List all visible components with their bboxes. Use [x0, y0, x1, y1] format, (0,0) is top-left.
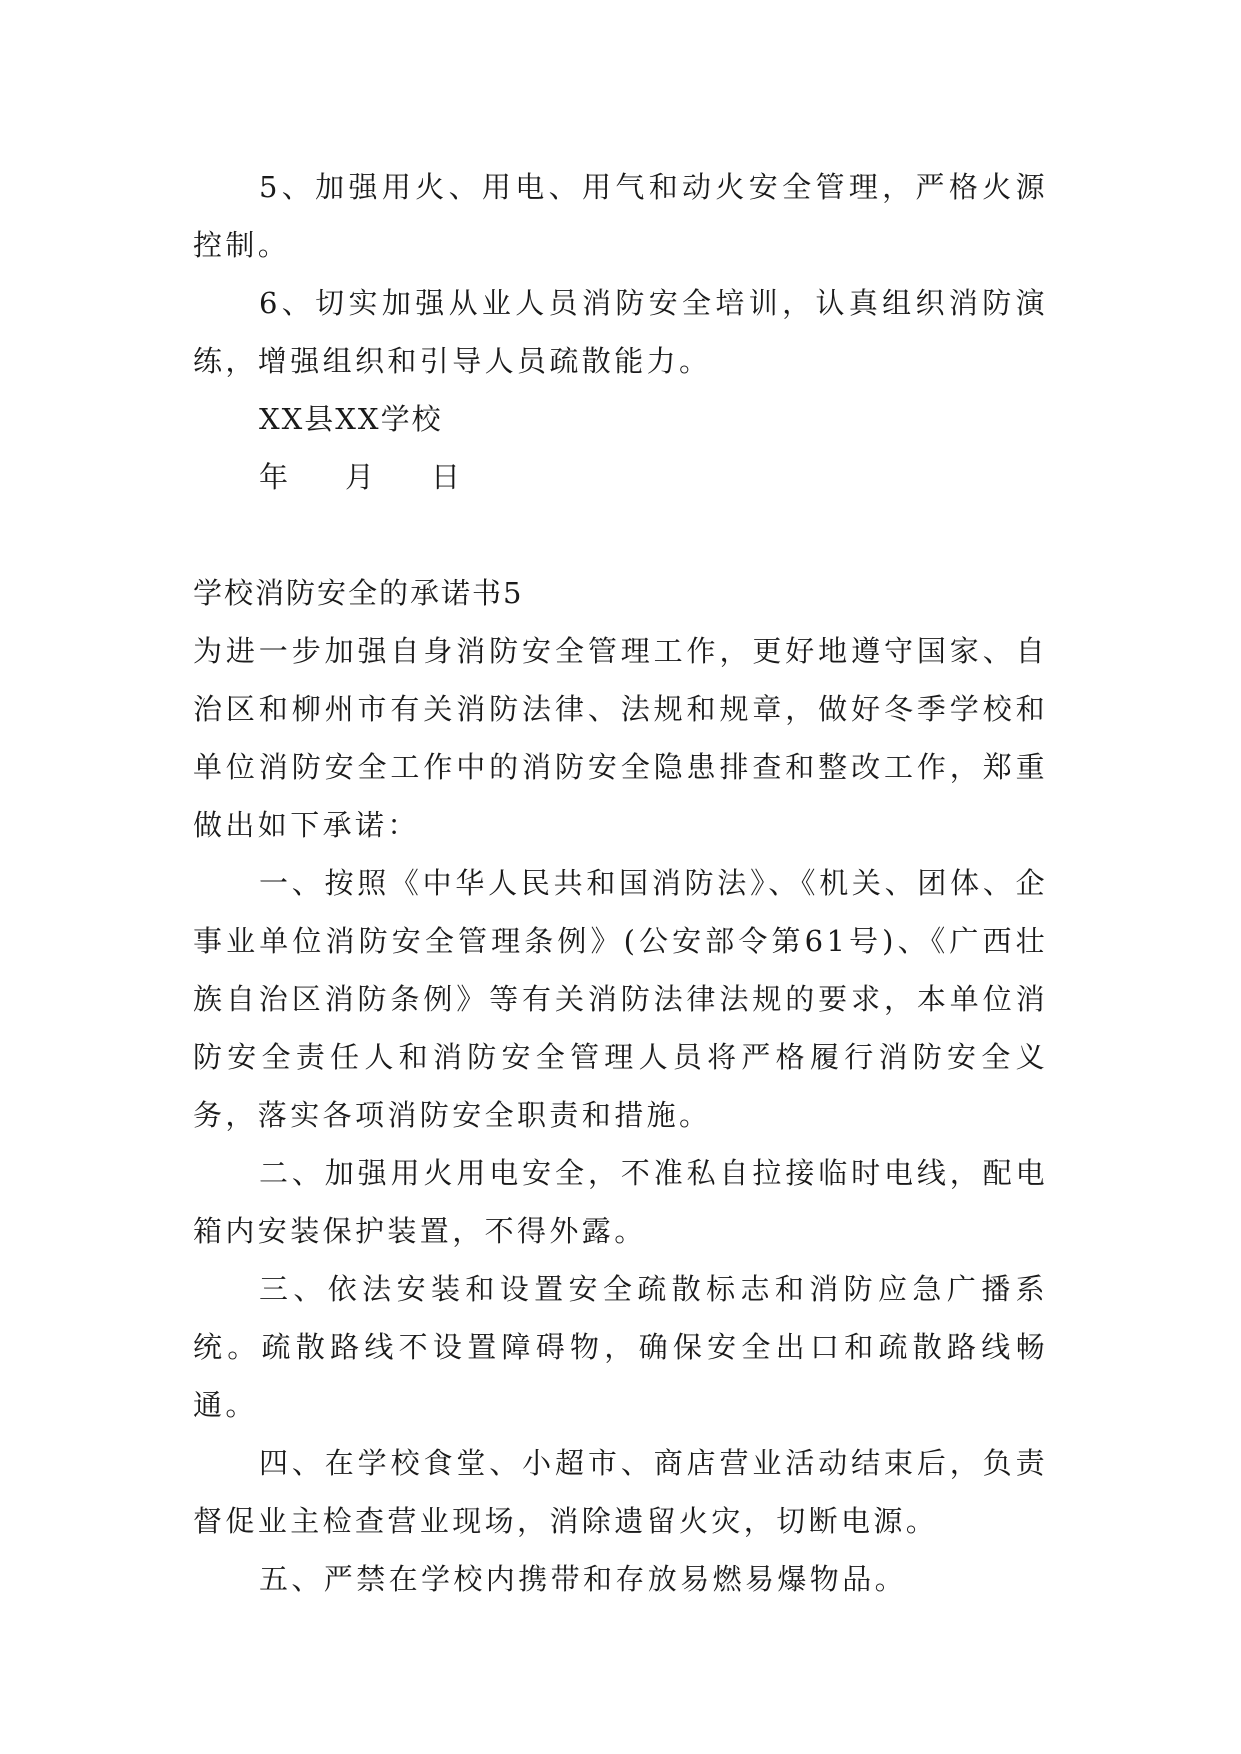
- commitment-item-3: 三、依法安装和设置安全疏散标志和消防应急广播系统。疏散路线不设置障碍物，确保安全出口和疏散路线畅通。: [193, 1272, 1048, 1422]
- date-year: 年: [259, 460, 289, 494]
- date-day: 日: [431, 460, 461, 494]
- signature-date: [193, 448, 1048, 506]
- commitment-item-1: 一、按照《中华人民共和国消防法》、《机关、团体、企事业单位消防安全管理条例》(公安部令第61号)、《广西壮族自治区消防条例》等有关消防法律法规的要求，本单位消防安全责任人和消防安全管理人员将严格履行消防安全义务，落实各项消防安全职责和措施。: [193, 866, 1048, 1132]
- commitment-item-2: 二、加强用火用电安全，不准私自拉接临时电线，配电箱内安装保护装置，不得外露。: [193, 1156, 1048, 1248]
- date-month: 月: [345, 460, 375, 494]
- commitment-item-5: 五、严禁在学校内携带和存放易燃易爆物品。: [259, 1562, 908, 1596]
- section-title: 学校消防安全的承诺书5: [193, 576, 524, 610]
- commitment-item-4: 四、在学校食堂、小超市、商店营业活动结束后，负责督促业主检查营业现场，消除遗留火灾，切断电源。: [193, 1446, 1048, 1538]
- document-body: [193, 158, 1048, 1608]
- prev-item-5: 5、加强用火、用电、用气和动火安全管理，严格火源控制。: [193, 170, 1048, 262]
- section-intro: 为进一步加强自身消防安全管理工作，更好地遵守国家、自治区和柳州市有关消防法律、法规和规章，做好冬季学校和单位消防安全工作中的消防安全隐患排查和整改工作，郑重做出如下承诺：: [193, 634, 1048, 842]
- signature-org: XX县XX学校: [259, 402, 443, 436]
- prev-item-6: 6、切实加强从业人员消防安全培训，认真组织消防演练，增强组织和引导人员疏散能力。: [193, 286, 1048, 378]
- section-gap: [193, 506, 1048, 564]
